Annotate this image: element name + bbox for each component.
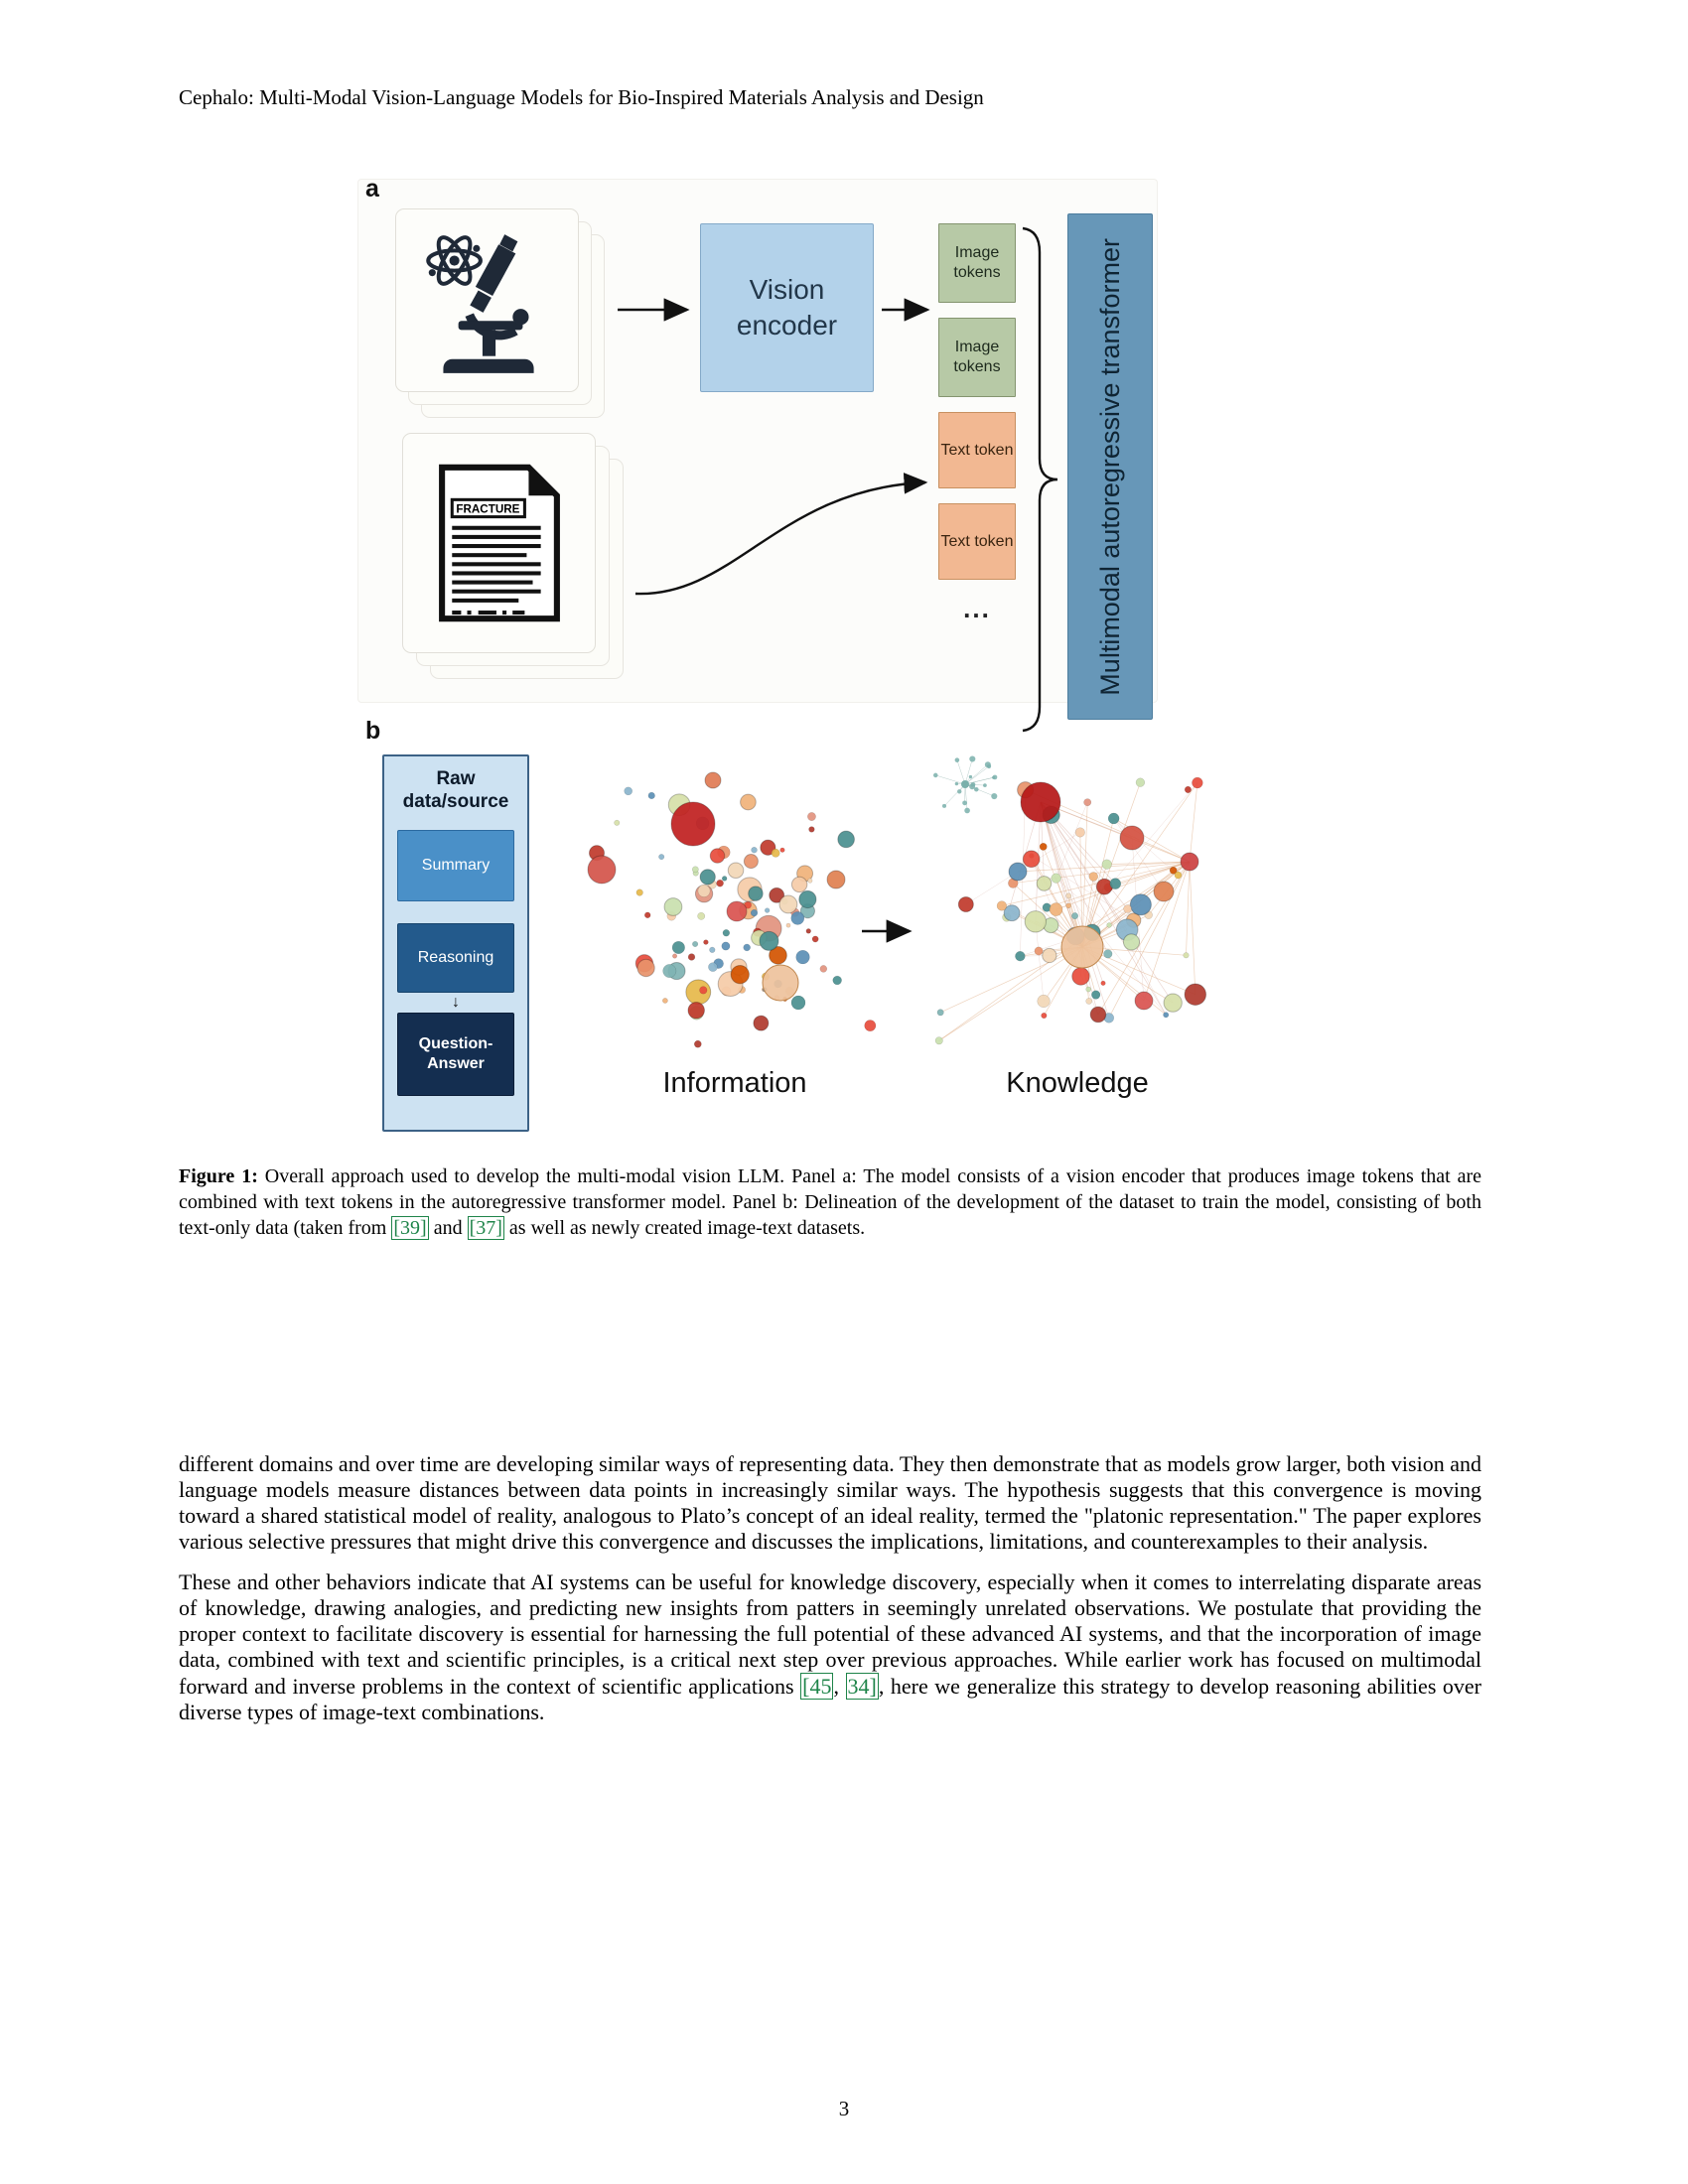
raw-data-title: Raw data/source — [402, 768, 509, 812]
citation-link[interactable]: 34] — [847, 1673, 877, 1699]
panel-b-label: b — [365, 717, 381, 745]
document-icon — [434, 460, 565, 626]
body-paragraph — [179, 1570, 1481, 1724]
document-label: FRACTURE — [455, 502, 519, 516]
text-segment: different domains and over time are developing similar ways of representing data. They then demonstrate that as models grow larger, both vision and language models measure distances between data points in increasingly similar ways. The hypothesis suggests that this convergence is moving toward a shared statistical model of reality, analogous to Plato’s concept of an ideal reality, termed the "platonic representation." The paper explores various selective pressures that might drive this convergence and discusses the implications, limitations, and counterexamples to their analysis. — [179, 1451, 1481, 1555]
paper-header-title: Cephalo: Multi-Modal Vision-Language Models for Bio-Inspired Materials Analysis and Design — [179, 85, 984, 109]
citation-link[interactable]: [45 — [802, 1673, 832, 1699]
transformer-label: Multimodal autoregressive transformer — [1094, 237, 1125, 696]
microscope-atom-icon — [412, 220, 563, 381]
information-scatter — [586, 762, 884, 1065]
knowledge-label: Knowledge — [1006, 1067, 1149, 1099]
text-token-box: Text token — [938, 412, 1016, 488]
body-text — [179, 1451, 1481, 1725]
image-token-box: Image tokens — [938, 318, 1016, 397]
pipeline-step-reasoning: Reasoning — [397, 923, 514, 993]
information-label: Information — [662, 1067, 807, 1099]
text-segment: , — [833, 1673, 846, 1699]
figure-caption — [179, 1163, 1481, 1241]
raw-data-box — [382, 754, 529, 1132]
text-segment: , here we generalize this strategy to develop reasoning abilities over diverse types of image-text combinations. — [179, 1673, 1482, 1724]
text-segment: Overall approach used to develop the multi-modal vision LLM. Panel a: The model consists of a vision encoder that produces image tokens that are combined with text tokens in the autoregressive transformer model. Panel b: Delineation of the development of the dataset to train the model, consisting of both text-only data (taken from — [179, 1165, 1481, 1239]
knowledge-network — [923, 751, 1231, 1068]
token-ellipsis: ... — [963, 594, 991, 623]
pipeline-step-question-answer: Question-Answer — [397, 1013, 514, 1096]
citation-link[interactable]: [37] — [469, 1217, 502, 1239]
panel-a-label: a — [365, 175, 379, 203]
transformer-box — [1067, 213, 1153, 720]
text-segment: and — [428, 1217, 468, 1239]
image-card — [395, 208, 579, 392]
text-segment: as well as newly created image-text datasets. — [503, 1217, 866, 1239]
text-token-box: Text token — [938, 503, 1016, 580]
pipeline-down-arrow-icon: ↓ — [452, 993, 460, 1011]
text-segment: These and other behaviors indicate that AI systems can be useful for knowledge discovery, especially when it comes to interrelating disparate areas of knowledge, drawing analogies, and predicting new insights from patters in seemingly unrelated observations. We postulate that providing the proper context to facilitate discovery is essential for harnessing the full potential of these advanced AI systems, and that the incorporation of image data, combined with text and scientific principles, is a critical next step over previous approaches. While earlier work has focused on multimodal forward and inverse problems in the context of scientific applications — [179, 1570, 1481, 1699]
document-card — [402, 433, 596, 653]
pipeline-step-summary: Summary — [397, 830, 514, 901]
page-number: 3 — [838, 2097, 850, 2120]
input-image-stack — [395, 208, 633, 447]
figure-1 — [357, 149, 1231, 1147]
text-segment: Figure 1: — [179, 1165, 265, 1187]
vision-encoder-box: Vision encoder — [700, 223, 874, 392]
input-text-stack — [402, 433, 650, 691]
body-paragraph — [179, 1451, 1481, 1555]
image-token-box: Image tokens — [938, 223, 1016, 303]
citation-link[interactable]: [39] — [393, 1217, 427, 1239]
